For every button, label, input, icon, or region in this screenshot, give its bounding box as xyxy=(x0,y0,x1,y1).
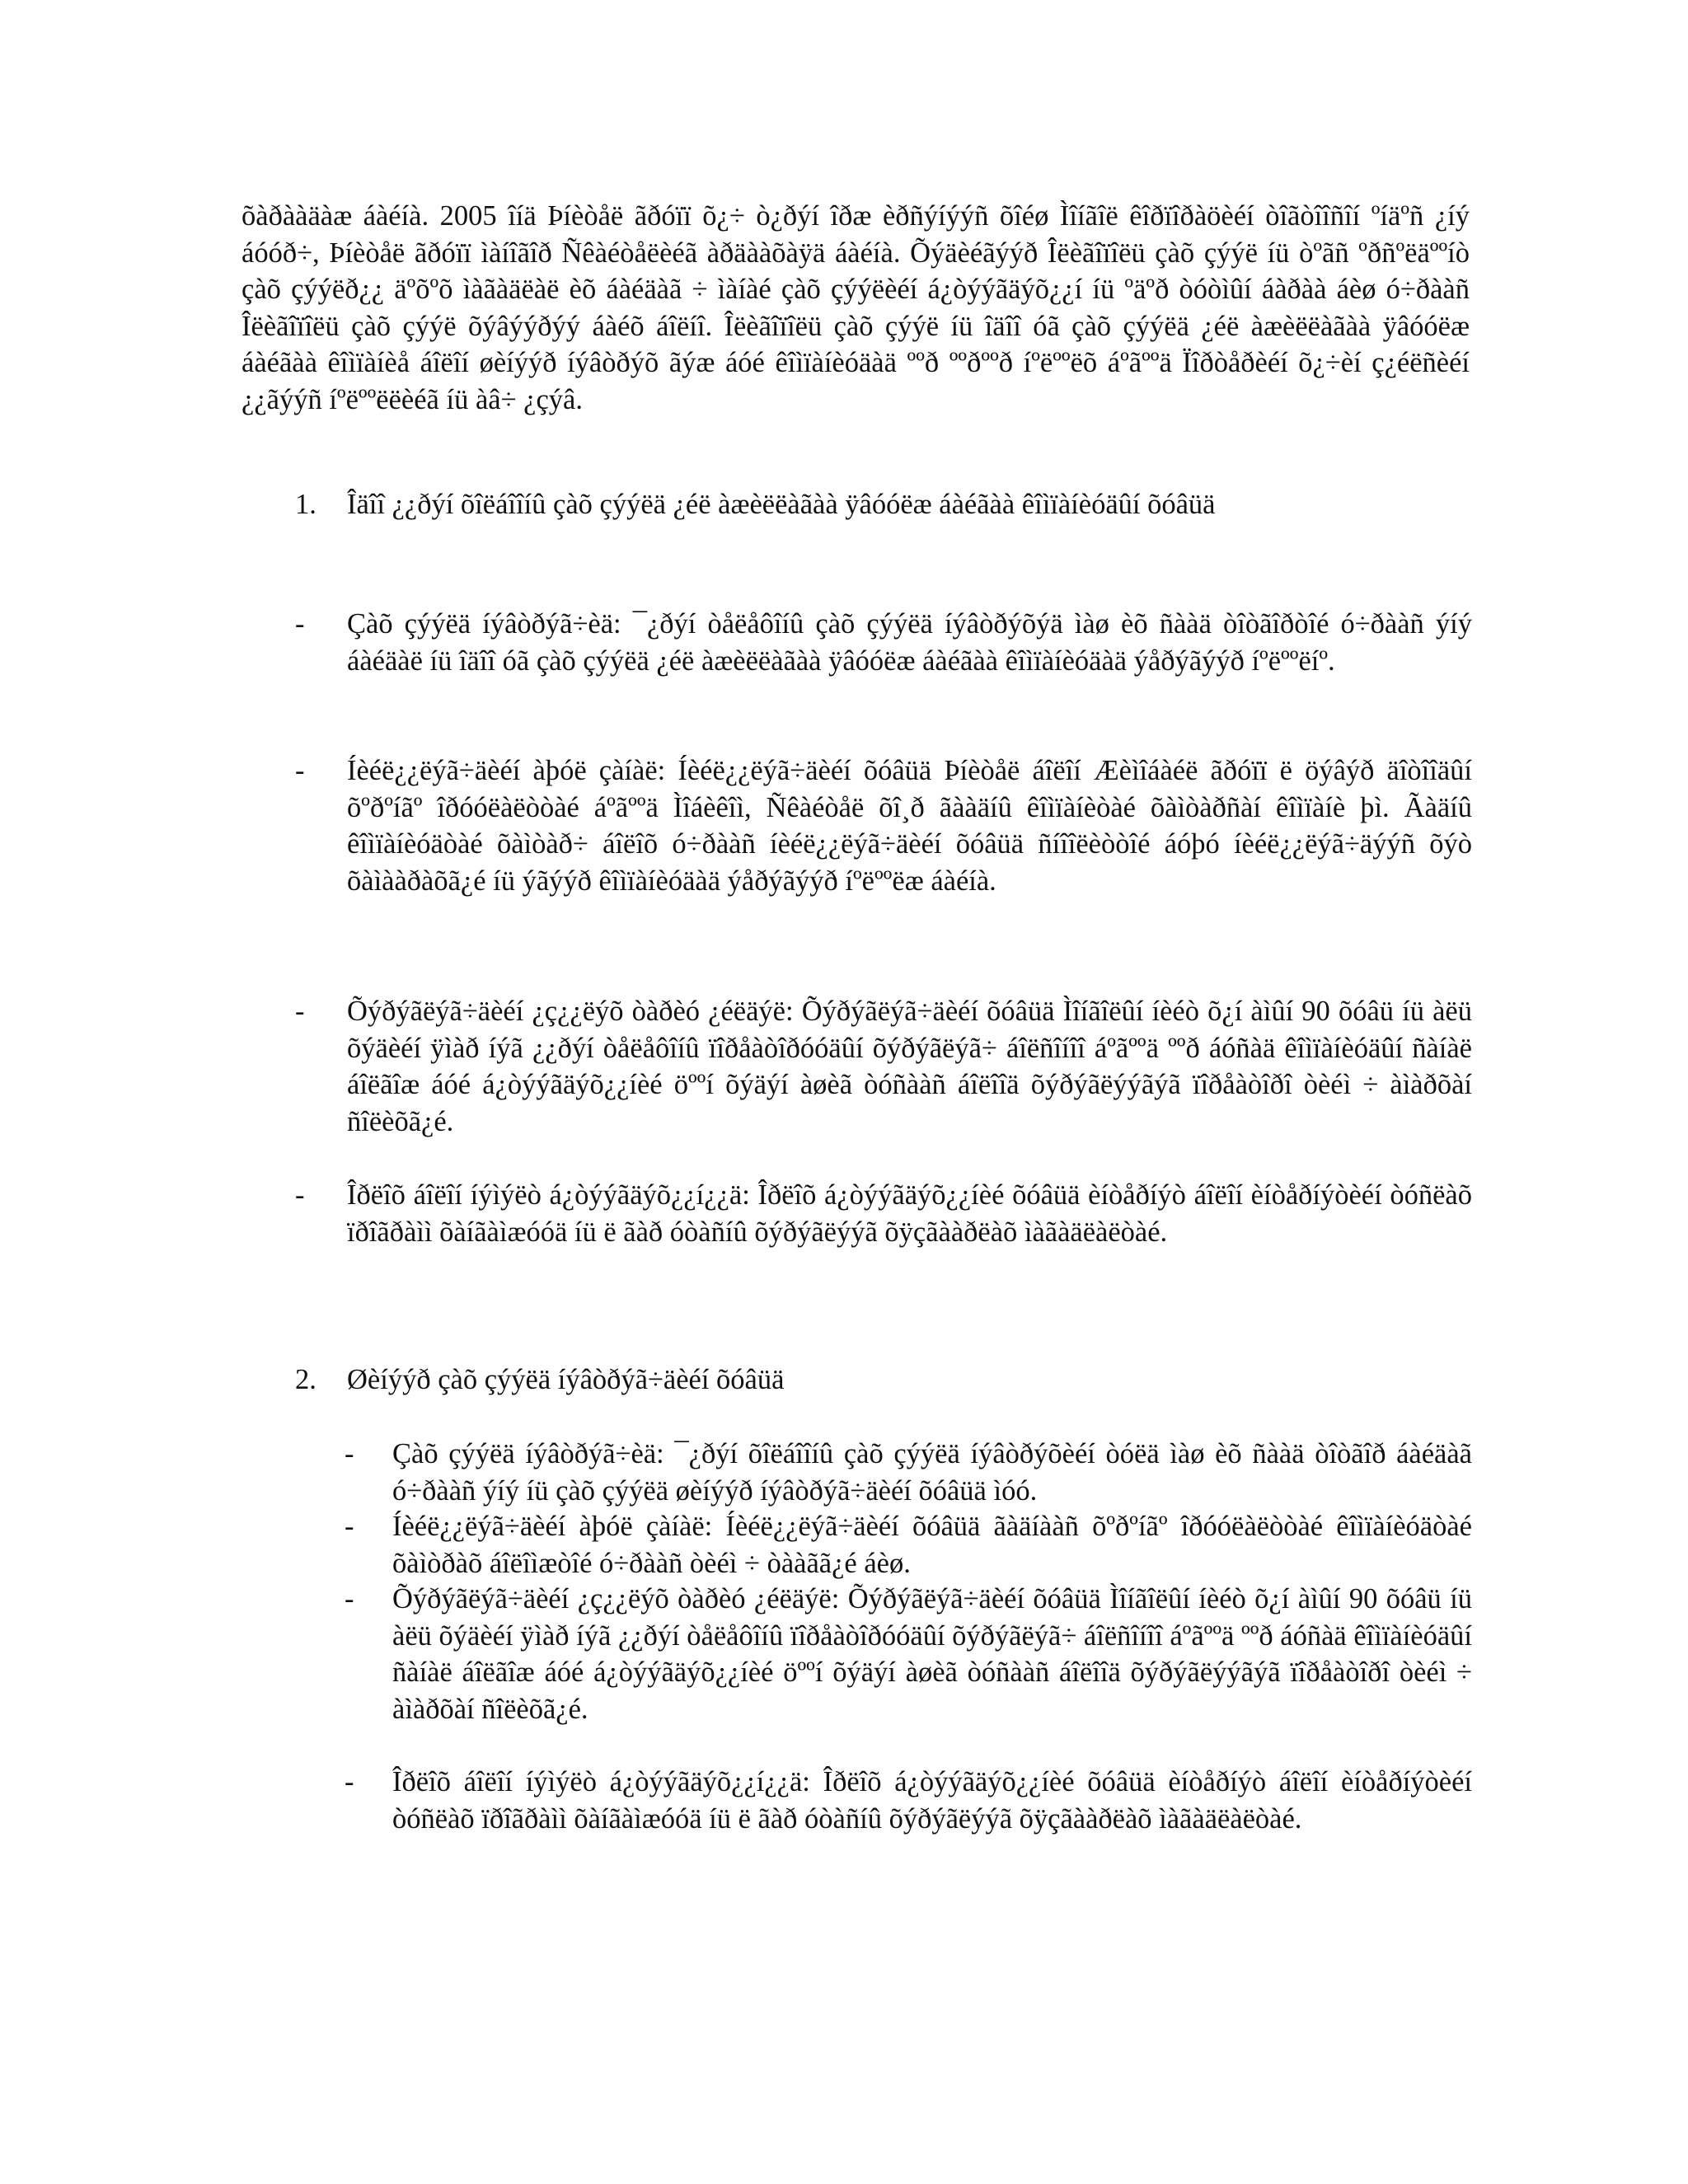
bullet-dash: - xyxy=(345,1511,354,1542)
list-item-text: Õýðýãëýã÷äèéí ¿ç¿¿ëýõ òàðèó ¿éëäýë: Õýðýãëýã÷äèéí õóâüä Ìîíãîëûí íèéò õ¿í àìûí 90 õóâü íü àëü õýäèéí ÿìàð íýã ¿¿ðýí òåëåôîíû ïîðåàòîðóóäûí õýðýãëýã÷ áîëñîíîî áºãººä ººð áóñàä êîìïàíèóäûí ñàíàë áîëãîæ áóé á¿òýýãäýõ¿¿íèé öººí õýäýí àøèã òóñààñ áîëîîä õýðýãëýýãýã ïîðåàòîðî òèéì ÷ àìàðõàí ñîëèõã¿é. xyxy=(392,1583,1473,1725)
list-item-text: Øèíýýð çàõ çýýëä íýâòðýã÷äèéí õóâüä xyxy=(347,1364,785,1395)
bullet-dash: - xyxy=(295,1179,305,1211)
bullet-dash: - xyxy=(345,1766,354,1797)
list-item-text: Çàõ çýýëä íýâòðýã÷èä: ¯¿ðýí õîëáîîíû çàõ çýýëä íýâòðýõèéí òóëä ìàø èõ ñààä òîòãîð áàéäàã ó÷ðààñ ýíý íü çàõ çýýëä øèíýýð íýâòðýã÷äèéí õóâüä ìóó. xyxy=(392,1438,1472,1507)
bullet-dash: - xyxy=(295,996,305,1027)
list-item-text: Îðëîõ áîëîí íýìýëò á¿òýýãäýõ¿¿í¿¿ä: Îðëîõ á¿òýýãäýõ¿¿íèé õóâüä èíòåðíýò áîëîí èíòåðíýòèéí òóñëàõ ïðîãðàìì õàíãàìæóóä íü ë ãàð óòàñíû õýðýãëýýã õÿçãààðëàõ ìàãàäëàëòàé. xyxy=(347,1179,1472,1248)
bullet-dash: - xyxy=(345,1583,354,1615)
bullet-dash: - xyxy=(295,755,305,786)
list-item-text: Îðëîõ áîëîí íýìýëò á¿òýýãäýõ¿¿í¿¿ä: Îðëîõ á¿òýýãäýõ¿¿íèé õóâüä èíòåðíýò áîëîí èíòåðíýòèéí òóñëàõ ïðîãðàìì õàíãàìæóóä íü ë ãàð óòàñíû õýðýãëýýã õÿçãààðëàõ ìàãàäëàëòàé. xyxy=(392,1766,1472,1835)
list-item-text: Íèéë¿¿ëýã÷äèéí àþóë çàíàë: Íèéë¿¿ëýã÷äèéí õóâüä ãàäíààñ õºðºíãº îðóóëàëòòàé êîìïàíèóäòàé õàìòðàõ áîëîìæòîé ó÷ðààñ òèéì ÷ òààãã¿é áèø. xyxy=(392,1511,1472,1579)
list-item-text: Çàõ çýýëä íýâòðýã÷èä: ¯¿ðýí òåëåôîíû çàõ çýýëä íýâòðýõýä ìàø èõ ñààä òîòãîðòîé ó÷ðààñ ýíý áàéäàë íü îäîî óã çàõ çýýëä ¿éë àæèëëàãàà ÿâóóëæ áàéãàà êîìïàíèóäàä ýåðýãýýð íºëººëíº. xyxy=(347,608,1472,677)
bullet-dash: - xyxy=(345,1438,354,1469)
list-item-text: Íèéë¿¿ëýã÷äèéí àþóë çàíàë: Íèéë¿¿ëýã÷äèéí õóâüä Þíèòåë áîëîí Æèìîáàéë ãðóïï ë öýâýð äîòîîäûí õºðºíãº îðóóëàëòòàé áºãººä Ìîáèêîì, Ñêàéòåë õî¸ð ãààäíû êîìïàíèòàé õàìòàðñàí êîìïàíè þì. Ãàäíû êîìïàíèóäòàé õàìòàð÷ áîëîõ ó÷ðààñ íèéë¿¿ëýã÷äèéí õóâüä ñíîîëèòòîé áóþó íèéë¿¿ëýã÷äýýñ õýò õàìààðàõã¿é íü ýãýýð êîìïàíèóäàä ýåðýãýýð íºëººëæ áàéíà. xyxy=(347,755,1472,897)
list-number: 1. xyxy=(295,489,316,520)
list-number: 2. xyxy=(295,1364,316,1395)
intro-paragraph: õàðààäàæ áàéíà. 2005 îíä Þíèòåë ãðóïï õ¿÷ ò¿ðýí îðæ èðñýíýýñ õîéø Ìîíãîë êîðïîðàöèéí òîãòîîñîí ºíäºñ ¿íý áóóð÷, Þíèòåë ãðóïï ìàíîãîð Ñêàéòåëèéã àðäààõàÿä áàéíà. Õýäèéãýýð Îëèãîïîëü çàõ çýýë íü òºãñ ºðñºëäººíò çàõ çýýëð¿¿ äºõºõ ìàãàäëàë èõ áàéäàã ÷ ìàíàé çàõ çýýëèéí á¿òýýãäýõ¿¿í íü ºäºð òóòìûí áàðàà áèø ó÷ðààñ Îëèãîïîëü çàõ çýýë õýâýýðýý áàéõ áîëíî. Îëèãîïîëü çàõ çýýë íü îäîî óã çàõ çýýëä ¿éë àæèëëàãàà ÿâóóëæ áàéãàà êîìïàíèå áîëîí øèíýýð íýâòðýõ ãýæ áóé êîìïàíèóäàä ººð ººðººð íºëººëõ áºãººä Ïîðòåðèéí õ¿÷èí ç¿éëñèéí ¿¿ãýýñ íºëººëëèéã íü àâ÷ ¿çýâ. xyxy=(241,200,1470,415)
list-item-text: Îäîî ¿¿ðýí õîëáîîíû çàõ çýýëä ¿éë àæèëëàãàà ÿâóóëæ áàéãàà êîìïàíèóäûí õóâüä xyxy=(347,489,1216,520)
list-item-text: Õýðýãëýã÷äèéí ¿ç¿¿ëýõ òàðèó ¿éëäýë: Õýðýãëýã÷äèéí õóâüä Ìîíãîëûí íèéò õ¿í àìûí 90 õóâü íü àëü õýäèéí ÿìàð íýã ¿¿ðýí òåëåôîíû ïîðåàòîðóóäûí õýðýãëýã÷ áîëñîíîî áºãººä ººð áóñàä êîìïàíèóäûí ñàíàë áîëãîæ áóé á¿òýýãäýõ¿¿íèé öººí õýäýí àøèã òóñààñ áîëîîä õýðýãëýýãýã ïîðåàòîðî òèéì ÷ àìàðõàí ñîëèõã¿é. xyxy=(347,996,1472,1137)
bullet-dash: - xyxy=(295,608,305,640)
